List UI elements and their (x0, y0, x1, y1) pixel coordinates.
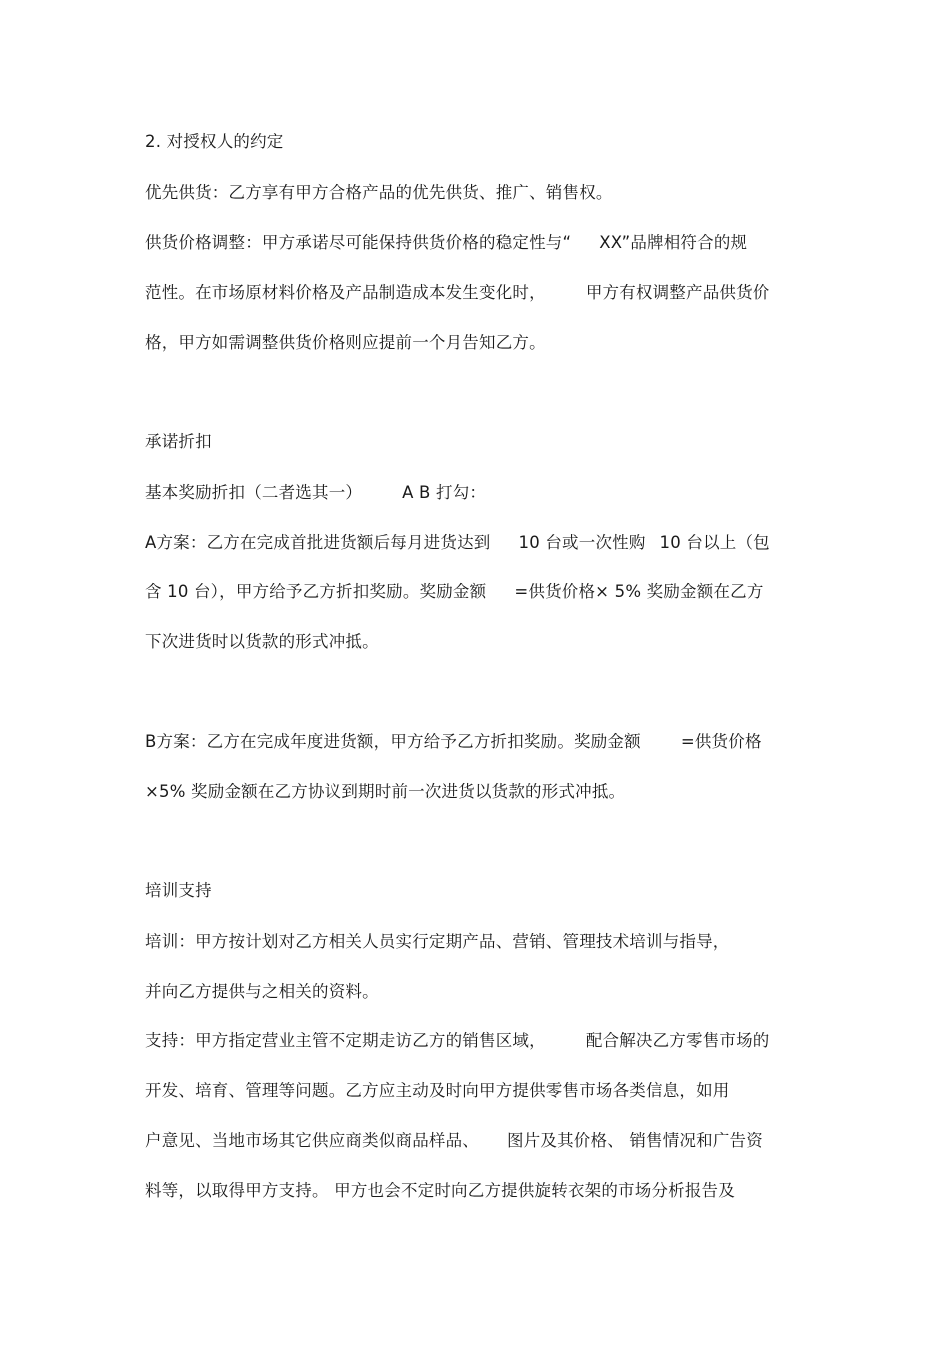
text-run: 料等，以取得甲方支持。 甲方也会不定时向乙方提供旋转衣架的市场分析报告及 (145, 1181, 735, 1200)
text-run: =供货价格 (680, 732, 762, 751)
text-run: 下次进货时以货款的形式冲抵。 (145, 632, 379, 651)
plan-a-line1 (145, 531, 770, 555)
heading-text: 2. 对授权人的约定 (145, 132, 284, 151)
support-line1 (145, 1029, 770, 1053)
text-run: ×5% 奖励金额在乙方协议到期时前一次进货以货款的形式冲抵。 (145, 782, 626, 801)
text-run: 基本奖励折扣（二者选其一） (145, 483, 363, 502)
paragraph-price-adjust-line3 (145, 331, 546, 355)
text-run: 10 台以上（包 (659, 533, 770, 552)
discount-choice-line (145, 481, 486, 505)
text-run: 图片及其价格、 销售情况和广告资 (507, 1131, 763, 1150)
checkbox-options: A B 打勾： (402, 483, 487, 502)
text-run: 并向乙方提供与之相关的资料。 (145, 982, 379, 1001)
plan-b-line1 (145, 730, 762, 754)
text-run: 培训：甲方按计划对乙方相关人员实行定期产品、营销、管理技术培训与指导， (145, 932, 730, 951)
heading-text: 培训支持 (145, 881, 212, 900)
text-run: 范性。在市场原材料价格及产品制造成本发生变化时， (145, 283, 546, 302)
text-run: 配合解决乙方零售市场的 (585, 1031, 770, 1050)
plan-b-line2 (145, 780, 625, 804)
heading-text: 承诺折扣 (145, 432, 212, 451)
text-run: 支持：甲方指定营业主管不定期走访乙方的销售区域， (145, 1031, 546, 1050)
section-heading-authorization (145, 130, 284, 154)
text-run: 优先供货：乙方享有甲方合格产品的优先供货、推广、销售权。 (145, 183, 613, 202)
training-line2 (145, 980, 379, 1004)
text-run: 供货价格调整：甲方承诺尽可能保持供货价格的稳定性与“ (145, 233, 572, 252)
support-line3 (145, 1129, 763, 1153)
support-line2 (145, 1079, 730, 1103)
section-heading-training (145, 879, 212, 903)
text-run: XX”品牌相符合的规 (599, 233, 748, 252)
text-run: 格，甲方如需调整供货价格则应提前一个月告知乙方。 (145, 333, 546, 352)
training-line1 (145, 930, 730, 954)
text-run: 开发、培育、管理等问题。乙方应主动及时向甲方提供零售市场各类信息，如用 (145, 1081, 730, 1100)
paragraph-price-adjust-line1 (145, 231, 747, 255)
section-heading-discount (145, 430, 212, 454)
text-run: 含 10 台），甲方给予乙方折扣奖励。奖励金额 (145, 582, 487, 601)
text-run: B方案：乙方在完成年度进货额，甲方给予乙方折扣奖励。奖励金额 (145, 732, 641, 751)
plan-a-line3 (145, 630, 379, 654)
plan-a-line2 (145, 580, 764, 604)
text-run: 甲方有权调整产品供货价 (585, 283, 770, 302)
text-run: 户意见、当地市场其它供应商类似商品样品、 (145, 1131, 479, 1150)
paragraph-priority-supply (145, 181, 613, 205)
support-line4 (145, 1179, 735, 1203)
text-run: =供货价格× 5% 奖励金额在乙方 (514, 582, 764, 601)
paragraph-price-adjust-line2 (145, 281, 770, 305)
text-run: A方案：乙方在完成首批进货额后每月进货达到 (145, 533, 491, 552)
text-run: 10 台或一次性购 (518, 533, 646, 552)
